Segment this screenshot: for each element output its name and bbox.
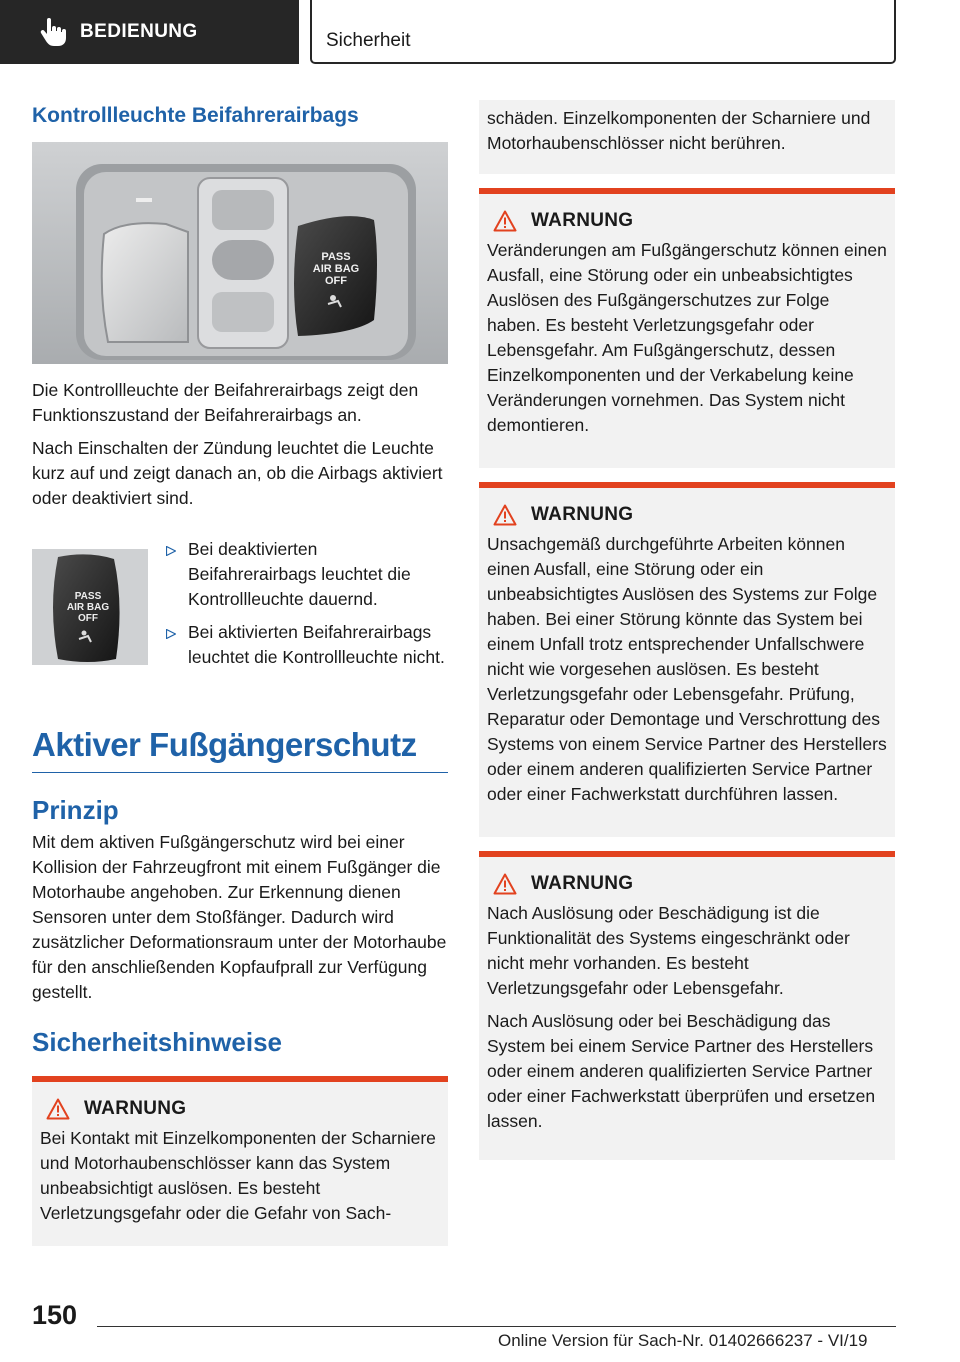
warning-header [46,1098,440,1120]
warning-text: Unsachgemäß durchgeführte Arbeiten können einen Ausfall, eine Störung oder ein unbeabsichtigtes Auslösen des Systems zur Folge haben. Bei einer Störung könnte das System bei einem Unfall trotz entsprechender Unfallschwere nicht wie vorgesehen auslösen. Es besteht Verletzungsgefahr oder Lebensgefahr. Prüfung, Reparatur oder Demontage und Verschrottung des Systems von einem Service Partner des Herstellers oder einem anderen qualifizierten Service Partner oder einer Fachwerkstatt durchführen lassen. [487,534,887,804]
list-item [166,620,448,670]
warning-text: Veränderungen am Fußgängerschutz können einen Ausfall, eine Störung oder ein unbeabsichtigtes Auslösen des Fußgängerschutzes zur Folge haben. Es besteht Verletzungsgefahr oder Lebensgefahr. Am Fußgängerschutz, dessen Einzelkomponenten und der Verkabelung keine Veränderungen vornehmen. Das System nicht demontieren. [487,240,887,435]
section-header [310,0,896,64]
kontroll-paragraph-2: Nach Einschalten der Zündung leuchtet die Leuchte kurz auf und zeigt danach an, ob die Airbags aktiviert oder deaktiviert sind. [32,438,443,508]
left-column [32,100,448,1246]
chapter-tab [0,0,299,64]
warning-continuation [479,100,895,174]
warning-triangle-icon [493,873,517,895]
chapter-label: BEDIENUNG [80,21,198,42]
warning-text: Bei Kontakt mit Einzelkomponenten der Scharniere und Motorhaubenschlösser kann das System unbeabsichtigt auslösen. Es besteht Verletzungsgefahr oder die Gefahr von Sach- [40,1128,436,1223]
prinzip-heading: Prinzip [32,795,119,825]
right-column [479,100,895,1160]
kontroll-status-block [32,537,448,678]
main-heading: Aktiver Fußgängerschutz [32,726,448,773]
warning-triangle-icon [493,210,517,232]
svg-text:PASS: PASS [321,251,351,263]
svg-text:AIR BAG: AIR BAG [312,263,360,275]
warning-title: WARNUNG [531,504,634,525]
warning-text: Nach Auslösung oder bei Beschädigung das System bei einem Service Partner des Herstellers oder einem anderen qualifizierten Service Partner oder einer Fachwerkstatt überprüfen und ersetzen lassen. [487,1011,876,1131]
warning-triangle-icon [46,1098,70,1120]
warning-box [479,482,895,837]
warning-triangle-icon [493,504,517,526]
online-version-note: Online Version für Sach-Nr. 01402666237 - VI/19 [498,1331,868,1350]
svg-text:AIR BAG: AIR BAG [66,602,110,613]
warning-box [479,188,895,468]
section-title: Sicherheit [326,30,411,51]
page-number: 150 [32,1300,78,1330]
svg-text:OFF: OFF [78,613,98,624]
kontrollleuchte-heading: Kontrollleuchte Beifahrerairbags [32,104,359,127]
warning-title: WARNUNG [531,873,634,894]
warning-header [493,210,887,232]
svg-text:PASS: PASS [74,591,102,602]
triangle-bullet-icon [166,546,176,556]
list-item [166,537,448,612]
warning-header [493,504,887,526]
warning-title: WARNUNG [84,1098,187,1119]
warning-box [32,1076,448,1246]
bullet-text: Bei deaktivierten Beifahrerairbags leuchtet die Kontrollleuchte dauernd. [188,539,411,609]
warning-text: Nach Auslösung oder Beschädigung ist die Funktionalität des Systems eingeschränkt oder nicht mehr vorhanden. Es besteht Verletzungsgefahr oder Lebensgefahr. [487,903,850,998]
airbag-switch-photo [32,142,448,364]
prinzip-paragraph: Mit dem aktiven Fußgängerschutz wird bei einer Kollision der Fahrzeugfront mit einem Fußgänger die Motorhaube angehoben. Zur Erkennung dienen Sensoren unter dem Stoßfänger. Dadurch wird zusätzlicher Deformationsraum unter der Motorhaube für den anschließenden Kopfaufprall zur Verfügung gestellt. [32,832,447,1002]
footer-divider [97,1326,896,1327]
svg-text:OFF: OFF [325,275,347,287]
sicherheitshinweise-heading: Sicherheitshinweise [32,1027,282,1057]
warning-box [479,851,895,1160]
hand-pointer-icon [38,17,66,47]
warning-text: schäden. Einzelkomponenten der Scharniere und Motorhaubenschlösser nicht berühren. [487,108,871,153]
airbag-off-indicator-photo [32,549,148,665]
status-list [166,537,448,678]
bullet-text: Bei aktivierten Beifahrerairbags leuchtet die Kontrollleuchte nicht. [188,622,445,667]
warning-header [493,873,887,895]
warning-title: WARNUNG [531,210,634,231]
triangle-bullet-icon [166,629,176,639]
kontroll-paragraph-1: Die Kontrollleuchte der Beifahrerairbags zeigt den Funktionszustand der Beifahrerairbags an. [32,380,419,425]
